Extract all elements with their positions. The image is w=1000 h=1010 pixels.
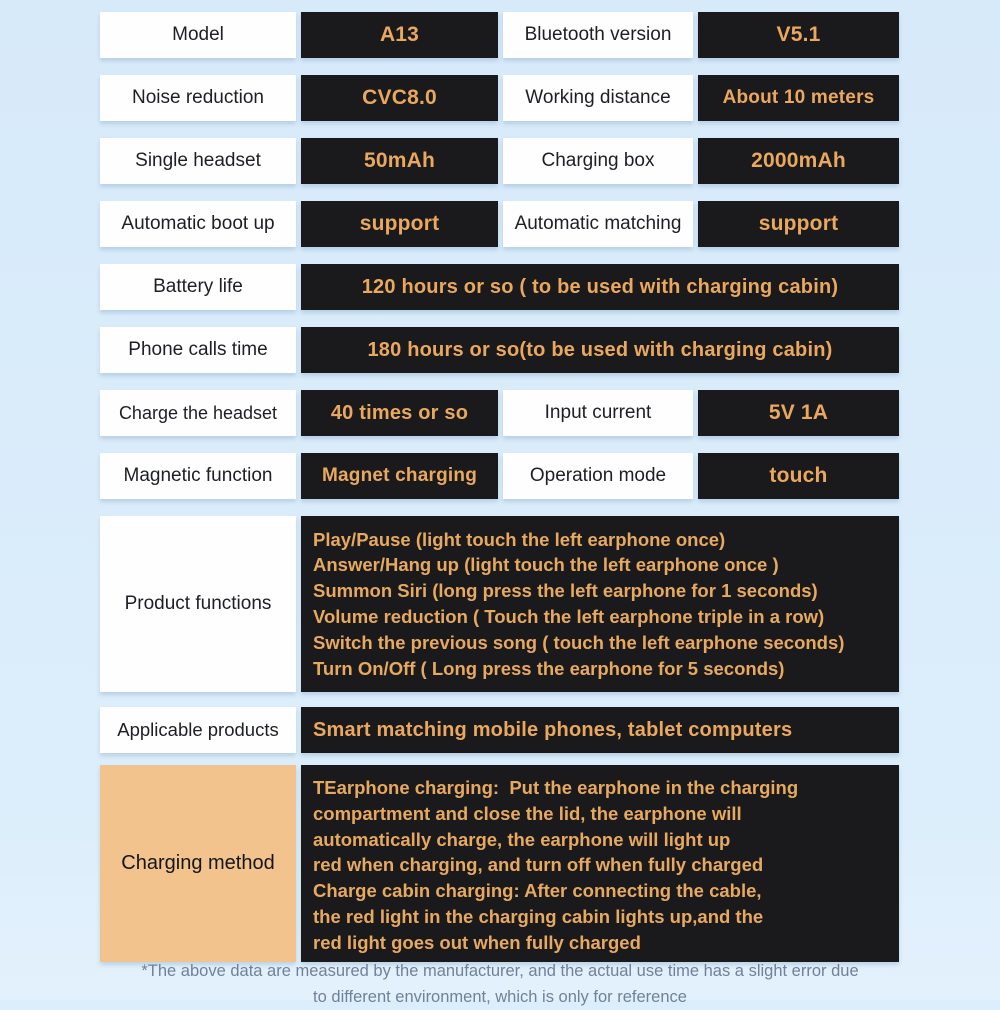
label-battery-life: Battery life	[100, 264, 296, 310]
label-charge-the-headset: Charge the headset	[100, 390, 296, 436]
spec-row-applicable-products	[100, 707, 900, 753]
footnote-line-2: to different environment, which is only for reference	[313, 987, 687, 1006]
charging-method-line: compartment and close the lid, the earphone will	[313, 802, 742, 824]
spec-row-battery-capacity	[100, 138, 900, 184]
product-function-line: Turn On/Off ( Long press the earphone for 5 seconds)	[313, 657, 785, 679]
label-charging-method: Charging method	[100, 765, 296, 962]
value-phone-calls-time: 180 hours or so(to be used with charging cabin)	[301, 327, 899, 373]
value-automatic-matching: support	[698, 201, 899, 247]
spec-row-phone-calls-time	[100, 327, 900, 373]
spec-row-model	[100, 12, 900, 58]
label-operation-mode: Operation mode	[503, 453, 693, 499]
spec-row-magnetic-operation	[100, 453, 900, 499]
label-bluetooth-version: Bluetooth version	[503, 12, 693, 58]
label-phone-calls-time: Phone calls time	[100, 327, 296, 373]
label-automatic-boot-up: Automatic boot up	[100, 201, 296, 247]
value-model: A13	[301, 12, 498, 58]
value-single-headset: 50mAh	[301, 138, 498, 184]
product-function-line: Answer/Hang up (light touch the left earphone once )	[313, 554, 779, 576]
value-bluetooth-version: V5.1	[698, 12, 899, 58]
value-charge-the-headset: 40 times or so	[301, 390, 498, 436]
spec-row-battery-life	[100, 264, 900, 310]
product-function-line: Play/Pause (light touch the left earphone once)	[313, 528, 726, 550]
value-automatic-boot-up: support	[301, 201, 498, 247]
charging-method-line: automatically charge, the earphone will light up	[313, 828, 731, 850]
value-noise-reduction: CVC8.0	[301, 75, 498, 121]
charging-method-line: red when charging, and turn off when fully charged	[313, 854, 764, 876]
value-operation-mode: touch	[698, 453, 899, 499]
footnote	[100, 959, 900, 1010]
spec-row-charge-headset	[100, 390, 900, 436]
footnote-line-1: *The above data are measured by the manufacturer, and the actual use time has a slight error due	[141, 962, 859, 980]
label-applicable-products: Applicable products	[100, 707, 296, 753]
spec-row-automatic	[100, 201, 900, 247]
value-working-distance: About 10 meters	[698, 75, 899, 121]
charging-method-line: red light goes out when fully charged	[313, 931, 641, 953]
product-function-line: Switch the previous song ( touch the left earphone seconds)	[313, 631, 845, 653]
label-input-current: Input current	[503, 390, 693, 436]
spec-row-noise-reduction	[100, 75, 900, 121]
label-magnetic-function: Magnetic function	[100, 453, 296, 499]
product-function-line: Summon Siri (long press the left earphone for 1 seconds)	[313, 580, 818, 602]
label-product-functions: Product functions	[100, 516, 296, 692]
label-working-distance: Working distance	[503, 75, 693, 121]
value-battery-life: 120 hours or so ( to be used with charging cabin)	[301, 264, 899, 310]
spec-row-product-functions	[100, 516, 900, 692]
label-single-headset: Single headset	[100, 138, 296, 184]
charging-method-line: Charge cabin charging: After connecting the cable,	[313, 880, 762, 902]
product-function-line: Volume reduction ( Touch the left earphone triple in a row)	[313, 606, 825, 627]
value-magnetic-function: Magnet charging	[301, 453, 498, 499]
charging-method-line: TEarphone charging: Put the earphone in the charging	[313, 777, 799, 798]
label-noise-reduction: Noise reduction	[100, 75, 296, 121]
charging-method-line: the red light in the charging cabin lights up,and the	[313, 905, 764, 927]
value-product-functions	[301, 516, 899, 692]
label-model: Model	[100, 12, 296, 58]
value-charging-box: 2000mAh	[698, 138, 899, 184]
spec-table	[100, 12, 900, 953]
label-automatic-matching: Automatic matching	[503, 201, 693, 247]
spec-row-charging-method	[100, 765, 900, 953]
value-charging-method	[301, 765, 899, 962]
label-charging-box: Charging box	[503, 138, 693, 184]
value-input-current: 5V 1A	[698, 390, 899, 436]
value-applicable-products: Smart matching mobile phones, tablet computers	[301, 707, 899, 753]
